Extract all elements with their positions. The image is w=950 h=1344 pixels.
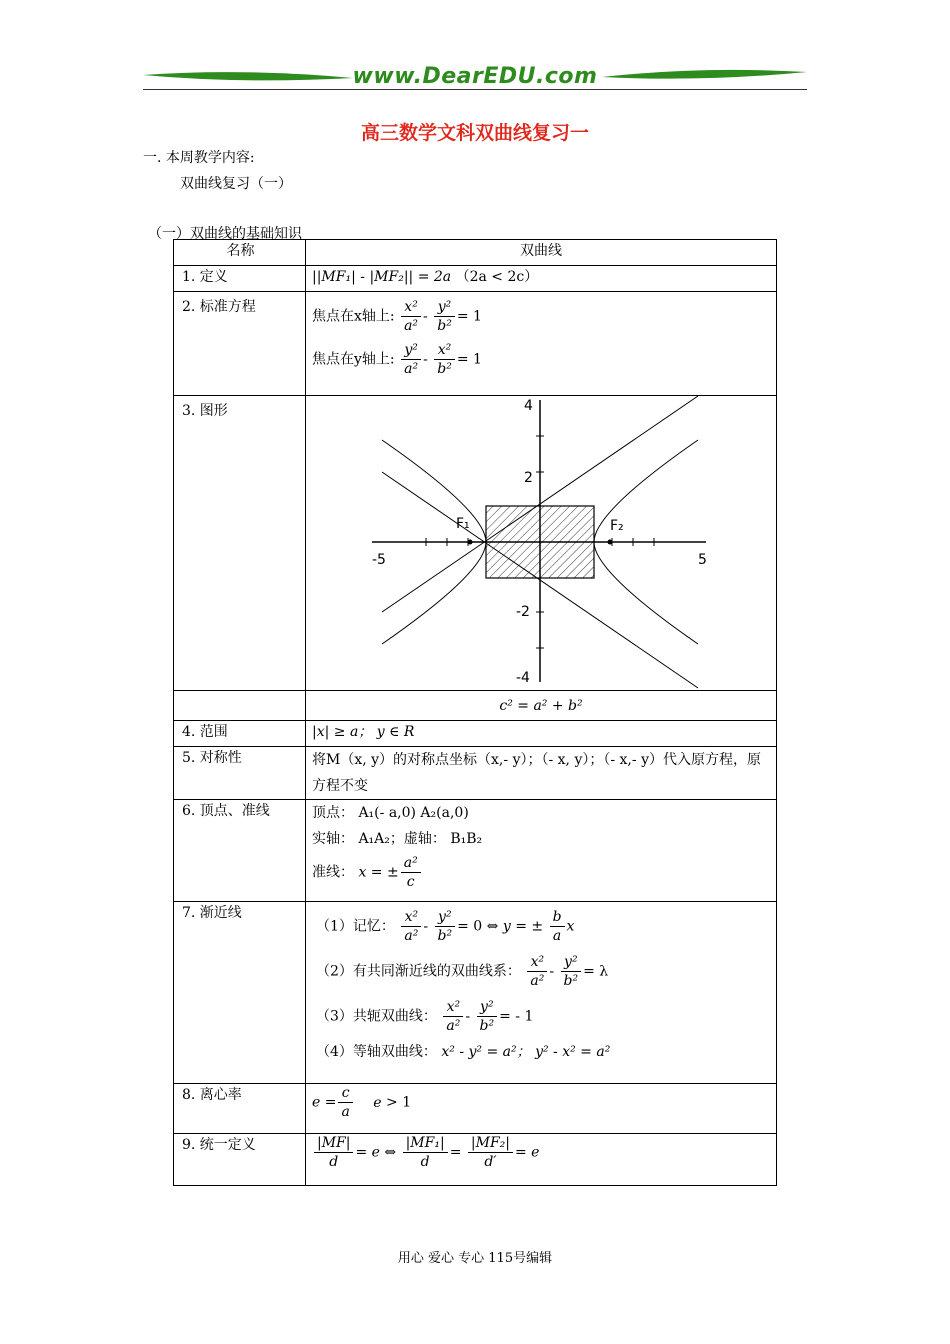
section-content: 双曲线复习（一）: [180, 176, 292, 192]
row-name: 6. 顶点、准线: [174, 800, 306, 902]
directrix: 准线： x = ± $\frac{\text{a²}}{c}$: [312, 854, 770, 891]
section-heading: 一. 本周教学内容:: [143, 150, 255, 166]
row-name: 5. 对称性: [174, 747, 306, 800]
directrix-label: 准线：: [312, 864, 354, 881]
site-logo-text: www.DearEDU.com: [352, 64, 598, 89]
equation-label: 焦点在x轴上:: [312, 308, 395, 325]
row-name-empty: [174, 691, 306, 721]
item-label: （4）等轴双曲线：: [316, 1044, 437, 1060]
page-header: [143, 62, 807, 92]
row-value: [306, 902, 777, 1084]
row-name: 3. 图形: [174, 396, 306, 691]
hyperbola-graph: [306, 396, 776, 689]
eccentricity-value: e = $\frac{c}{a}$ e > 1: [306, 1084, 777, 1134]
symmetry-value: 将M（x, y）的对称点坐标（x,- y）；（- x, y）；（- x,- y）代入原方程，原方程不变: [306, 747, 777, 800]
equilateral-hyperbola: [316, 1041, 770, 1061]
row-value: [306, 292, 777, 396]
table-row: [174, 691, 777, 721]
equation-label: 焦点在y轴上:: [312, 351, 395, 368]
x-tick-label: 5: [698, 552, 707, 568]
row-value: [306, 800, 777, 902]
focus-f1-point: [468, 540, 473, 545]
equation-x-focus: 焦点在x轴上: $\frac{\text{x²}}{\text{a²}}$ - $\frac{\text{y²}}{\text{b²}}$ = 1: [312, 299, 482, 334]
table-row: [174, 747, 777, 800]
table-header-row: [174, 240, 777, 266]
y-tick-label: 4: [524, 398, 533, 414]
table-row: [174, 266, 777, 292]
header-rule: [143, 89, 807, 90]
table-row: [174, 800, 777, 902]
page-title: 高三数学文科双曲线复习一: [360, 122, 589, 144]
table-row: [174, 396, 777, 691]
equation-y-focus: 焦点在y轴上: $\frac{\text{y²}}{\text{a²}}$ - $\frac{\text{x²}}{\text{b²}}$ = 1: [312, 342, 482, 377]
axis-text: 实轴： A₁A₂；虚轴： B₁B₂: [312, 831, 483, 847]
focus-f2-label: F₂: [610, 518, 624, 534]
y-tick-label: -2: [516, 604, 530, 620]
table-row: [174, 1084, 777, 1134]
row-value: [306, 266, 777, 292]
page-footer: 用心 爱心 专心 115号编辑: [397, 1251, 553, 1266]
range-value: |x| ≥ a； y ∈ R: [306, 721, 777, 747]
table-row: [174, 721, 777, 747]
header-hyperbola: 双曲线: [306, 240, 777, 266]
table-row: [174, 1134, 777, 1186]
subsection-heading: （一）双曲线的基础知识: [148, 226, 302, 242]
equilateral-equation: x² - y² = a²； y² - x² = a²: [441, 1044, 611, 1060]
item-label: （3）共轭双曲线：: [316, 1008, 437, 1025]
row-graph: [306, 396, 777, 691]
item-label: （1）记忆：: [316, 918, 395, 935]
conjugate-hyperbola: （3）共轭双曲线： $\frac{\text{x²}}{\text{a²}}$ - $\frac{\text{y²}}{\text{b²}}$ = - 1: [316, 999, 534, 1034]
asymptote-memory: （1）记忆： $\frac{\text{x²}}{\text{a²}}$ - $\frac{\text{y²}}{\text{b²}}$ = 0 ⇔ y = ± $\frac{b}{a}$ x: [316, 909, 575, 944]
row-name: 7. 渐近线: [174, 902, 306, 1084]
row-name: 8. 离心率: [174, 1084, 306, 1134]
x-tick-label: -5: [372, 552, 386, 568]
table-row: [174, 292, 777, 396]
focus-f1-label: F₁: [456, 516, 470, 532]
c-relation: c² = a² + b²: [306, 691, 777, 721]
y-tick-label: 2: [524, 470, 533, 486]
definition-formula: ||MF₁| - |MF₂|| = 2a: [312, 269, 452, 285]
definition-condition: （2a < 2c）: [455, 269, 539, 285]
asymptote-family: （2）有共同渐近线的双曲线系： $\frac{\text{x²}}{\text{a²}}$ - $\frac{\text{y²}}{\text{b²}}$ = λ: [316, 954, 609, 989]
right-leaf-decoration: [602, 68, 807, 82]
row-name: 4. 范围: [174, 721, 306, 747]
unified-definition: $\frac{|MF|}{d}$ = e ⇔ $\frac{\text{|MF₁|}}{d}$ = $\frac{\text{|MF₂|}}{d'}$ = e: [306, 1134, 777, 1186]
y-tick-label: -4: [516, 670, 530, 686]
item-label: （2）有共同渐近线的双曲线系：: [316, 963, 521, 980]
vertex-text: 顶点： A₁(- a,0) A₂(a,0): [312, 805, 469, 821]
hyperbola-table: [173, 239, 777, 1186]
row-name: 2. 标准方程: [174, 292, 306, 396]
row-name: 9. 统一定义: [174, 1134, 306, 1186]
header-name: 名称: [174, 240, 306, 266]
row-name: 1. 定义: [174, 266, 306, 292]
table-row: [174, 902, 777, 1084]
focus-f2-point: [608, 540, 613, 545]
